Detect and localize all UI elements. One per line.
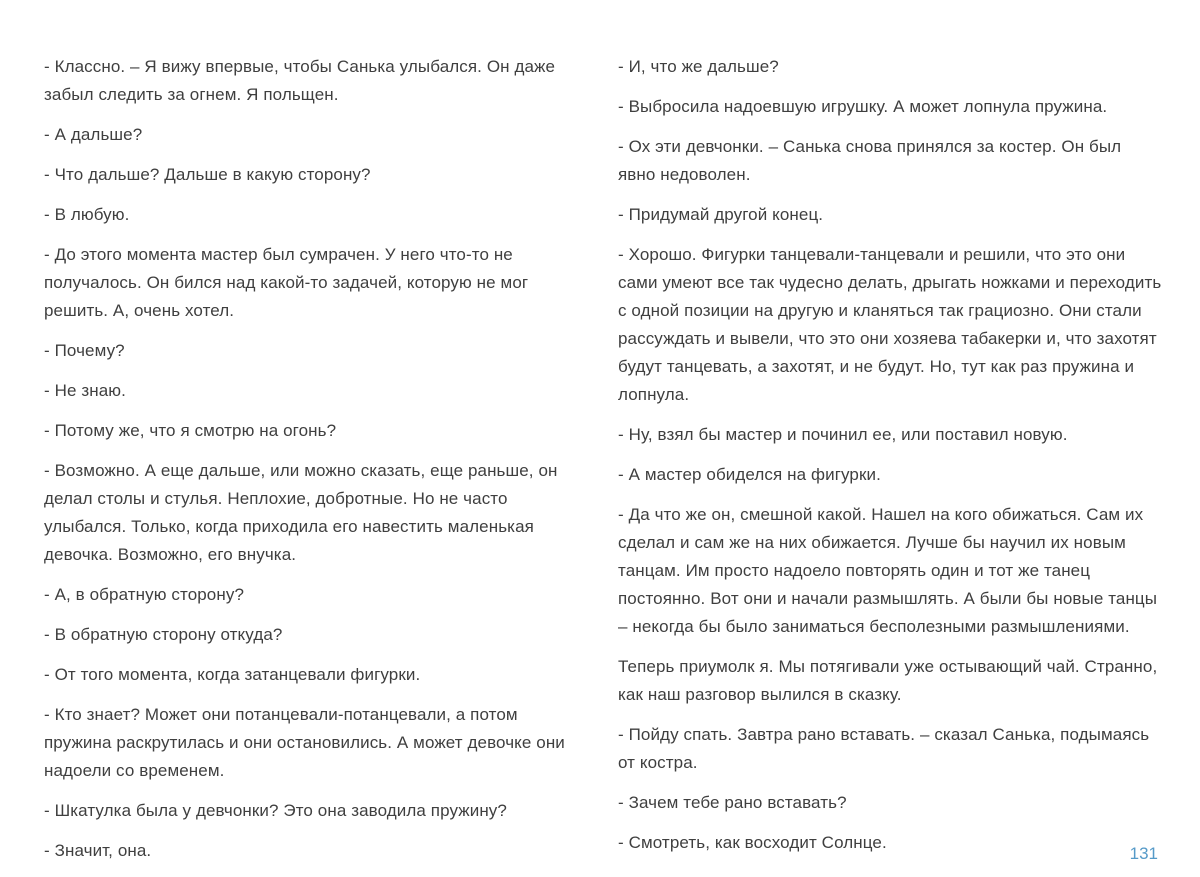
paragraph: - В обратную сторону откуда? — [44, 625, 283, 644]
paragraph: - А дальше? — [44, 125, 143, 144]
paragraph: - Почему? — [44, 341, 125, 360]
paragraph: - Хорошо. Фигурки танцевали-танцевали и решили, что это они сами умеют все так чудесно делать, дрыгать ножками и переходить с одной позиции на другую и кланяться так грациозно. Они стали рассуждать и вывели, что это они хозяева табакерки и, что захотят будут танцевать, а захотят, и не будут. Но, тут как раз пружина и лопнула. — [618, 245, 1162, 404]
paragraph: - Потому же, что я смотрю на огонь? — [44, 421, 337, 440]
paragraph: - И, что же дальше? — [618, 57, 779, 76]
paragraph: - Ну, взял бы мастер и починил ее, или поставил новую. — [618, 425, 1068, 444]
paragraph: - Придумай другой конец. — [618, 205, 824, 224]
paragraph: - А мастер обиделся на фигурки. — [618, 465, 881, 484]
paragraph: - В любую. — [44, 205, 130, 224]
right-text-column — [618, 53, 1162, 877]
paragraph: - Не знаю. — [44, 381, 126, 400]
paragraph: - Значит, она. — [44, 841, 152, 860]
paragraph: - Классно. – Я вижу впервые, чтобы Санька улыбался. Он даже забыл следить за огнем. Я польщен. — [44, 57, 556, 104]
paragraph: - Ох эти девчонки. – Санька снова принялся за костер. Он был явно недоволен. — [618, 137, 1122, 184]
paragraph: - Кто знает? Может они потанцевали-потанцевали, а потом пружина раскрутилась и они остановились. А может девочке они надоели со временем. — [44, 705, 565, 780]
paragraph: - Шкатулка была у девчонки? Это она заводила пружину? — [44, 801, 507, 820]
paragraph: - Смотреть, как восходит Солнце. — [618, 833, 887, 852]
paragraph: - Да что же он, смешной какой. Нашел на кого обижаться. Сам их сделал и сам же на них обижается. Лучше бы научил их новым танцам. Им просто надоело повторять один и тот же танец постоянно. Вот они и начали размышлять. А были бы новые танцы – некогда бы было заниматься бесполезными размышлениями. — [618, 505, 1158, 636]
paragraph: - А, в обратную сторону? — [44, 585, 244, 604]
paragraph: - От того момента, когда затанцевали фигурки. — [44, 665, 421, 684]
paragraph: - Выбросила надоевшую игрушку. А может лопнула пружина. — [618, 97, 1108, 116]
page-number: 131 — [1129, 844, 1158, 863]
paragraph: - Возможно. А еще дальше, или можно сказать, еще раньше, он делал столы и стулья. Неплохие, добротные. Но не часто улыбался. Только, когда приходила его навестить маленькая девочка. Возможно, его внучка. — [44, 461, 558, 564]
paragraph: - Пойду спать. Завтра рано вставать. – сказал Санька, подымаясь от костра. — [618, 725, 1150, 772]
paragraph: - Что дальше? Дальше в какую сторону? — [44, 165, 371, 184]
left-text-column — [44, 53, 588, 877]
paragraph: Теперь приумолк я. Мы потягивали уже остывающий чай. Странно, как наш разговор вылился в сказку. — [618, 657, 1158, 704]
paragraph: - До этого момента мастер был сумрачен. У него что-то не получалось. Он бился над какой-то задачей, которую не мог решить. А, очень хотел. — [44, 245, 529, 320]
paragraph: - Зачем тебе рано вставать? — [618, 793, 847, 812]
